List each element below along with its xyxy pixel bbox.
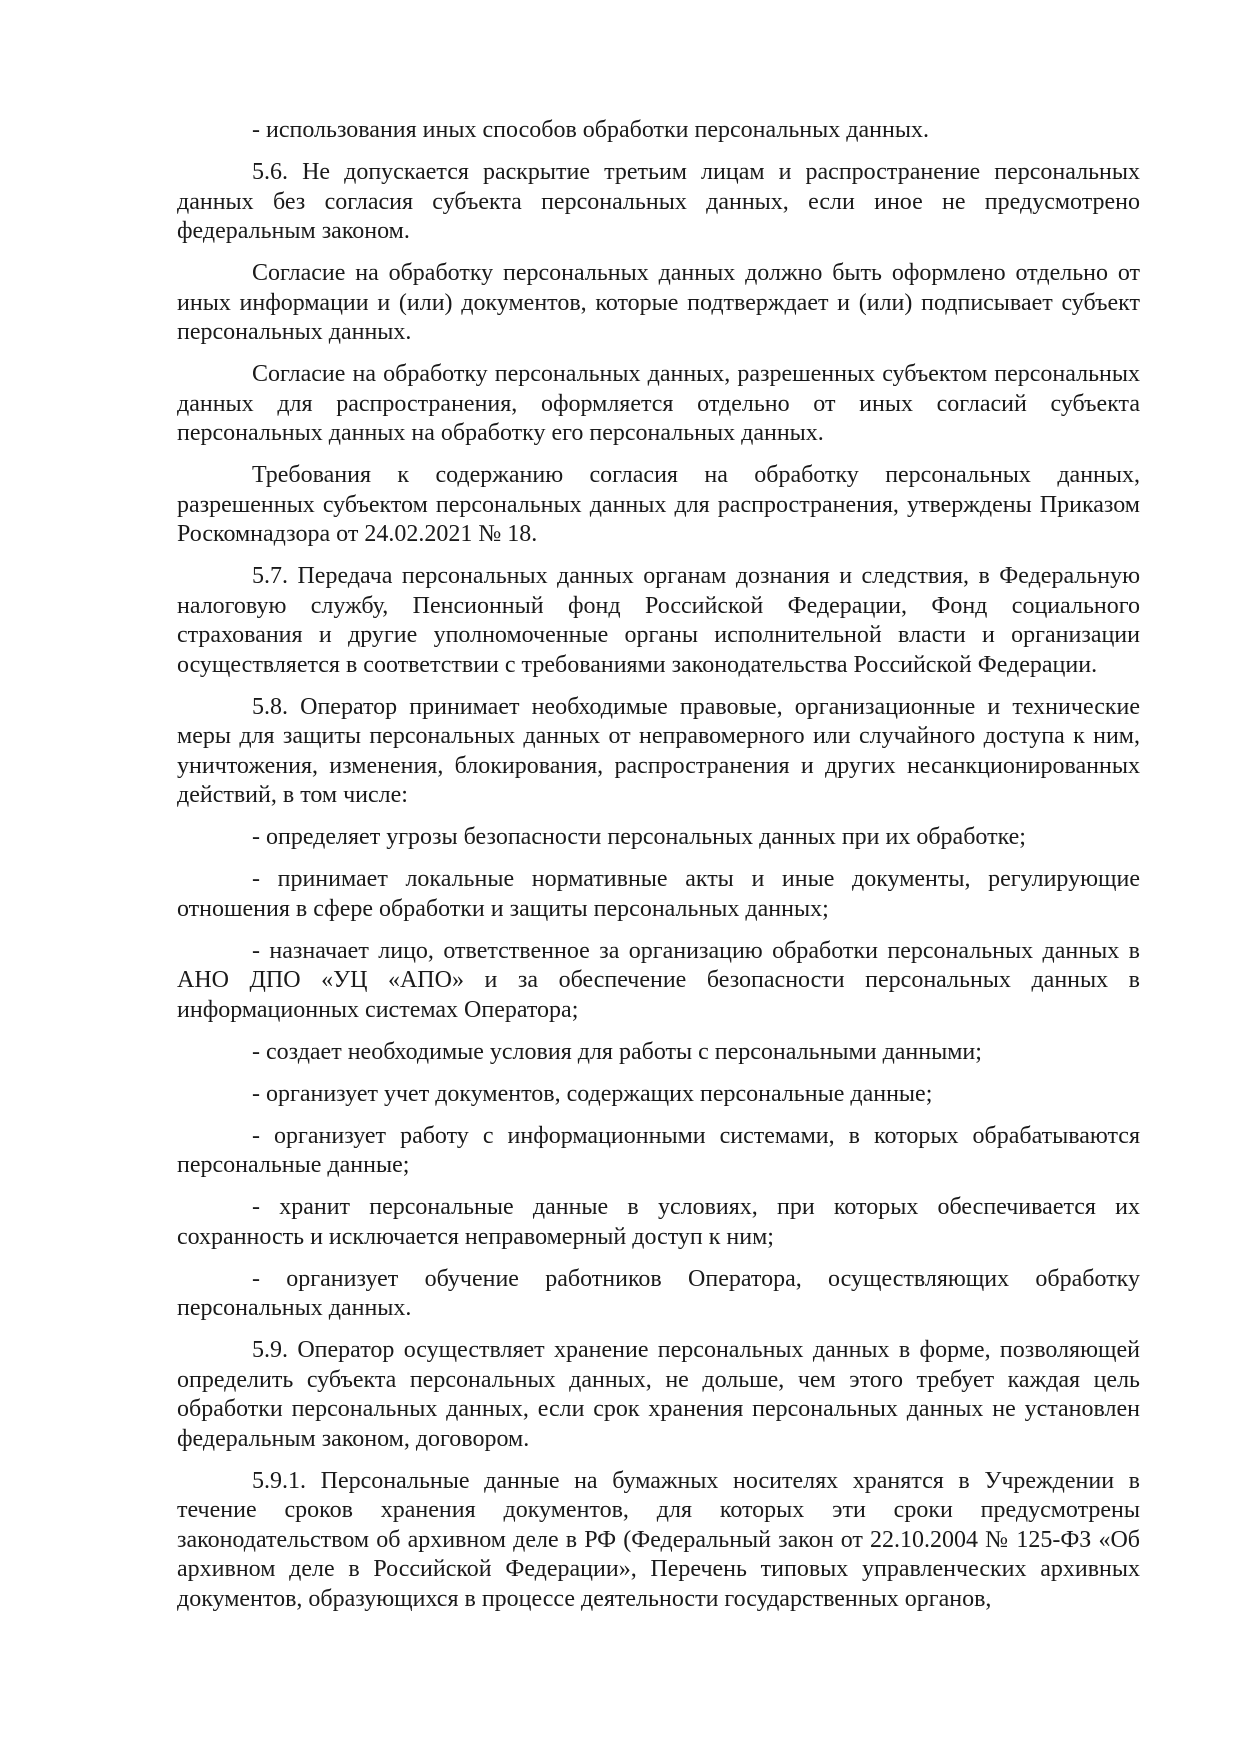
paragraph-5-9: 5.9. Оператор осуществляет хранение персональных данных в форме, позволяющей определить субъекта персональных данных, не дольше, чем этого требует каждая цель обработки персональных данных, если срок хранения персональных данных не установлен федеральным законом, договором. <box>177 1337 1140 1452</box>
list-item-storage: - хранит персональные данные в условиях, при которых обеспечивается их сохранность и исключается неправомерный доступ к ним; <box>177 1194 1140 1250</box>
list-item-training: - организует обучение работников Оператора, осуществляющих обработку персональных данных. <box>177 1265 1140 1321</box>
list-item-local-acts: - принимает локальные нормативные акты и иные документы, регулирующие отношения в сфере обработки и защиты персональных данных; <box>177 866 1140 922</box>
paragraph-consent-distribution: Согласие на обработку персональных данных, разрешенных субъектом персональных данных для распространения, оформляется отдельно от иных согласий субъекта персональных данных на обработку его персональных данных. <box>177 361 1140 446</box>
list-item-information-systems: - организует работу с информационными системами, в которых обрабатываются персональные данные; <box>177 1122 1140 1178</box>
paragraph-5-9-1: 5.9.1. Персональные данные на бумажных носителях хранятся в Учреждении в течение сроков хранения документов, для которых эти сроки предусмотрены законодательством об архивном деле в РФ (Федеральный закон от 22.10.2004 № 125-ФЗ «Об архивном деле в Российской Федерации», Перечень типовых управленческих архивных документов, образующихся в процессе деятельности государственных органов, <box>177 1467 1140 1612</box>
paragraph-5-7: 5.7. Передача персональных данных органам дознания и следствия, в Федеральную налоговую службу, Пенсионный фонд Российской Федерации, Фонд социального страхования и другие уполномоченные органы исполнительной власти и организации осуществляется в соответствии с требованиями законодательства Российской Федерации. <box>177 563 1140 678</box>
list-item-document-accounting: - организует учет документов, содержащих персональные данные; <box>252 1080 933 1107</box>
list-item-threats: - определяет угрозы безопасности персональных данных при их обработке; <box>252 824 1026 850</box>
list-item-conditions: - создает необходимые условия для работы с персональными данными; <box>252 1038 982 1065</box>
paragraph-consent-separate: Согласие на обработку персональных данных должно быть оформлено отдельно от иных информации и (или) документов, которые подтверждает и (или) подписывает субъект персональных данных. <box>177 260 1140 345</box>
paragraph-5-8: 5.8. Оператор принимает необходимые правовые, организационные и технические меры для защиты персональных данных от неправомерного или случайного доступа к ним, уничтожения, изменения, блокирования, распространения и других несанкционированных действий, в том числе: <box>177 693 1140 808</box>
list-item-responsible-person: - назначает лицо, ответственное за организацию обработки персональных данных в АНО ДПО «УЦ «АПО» и за обеспечение безопасности персональных данных в информационных системах Оператора; <box>177 937 1140 1023</box>
paragraph-5-6: 5.6. Не допускается раскрытие третьим лицам и распространение персональных данных без согласия субъекта персональных данных, если иное не предусмотрено федеральным законом. <box>177 159 1140 244</box>
document-page <box>177 116 1140 1627</box>
paragraph-other-methods: - использования иных способов обработки персональных данных. <box>252 117 929 143</box>
paragraph-consent-requirements: Требования к содержанию согласия на обработку персональных данных, разрешенных субъектом персональных данных для распространения, утверждены Приказом Роскомнадзора от 24.02.2021 № 18. <box>177 462 1140 547</box>
